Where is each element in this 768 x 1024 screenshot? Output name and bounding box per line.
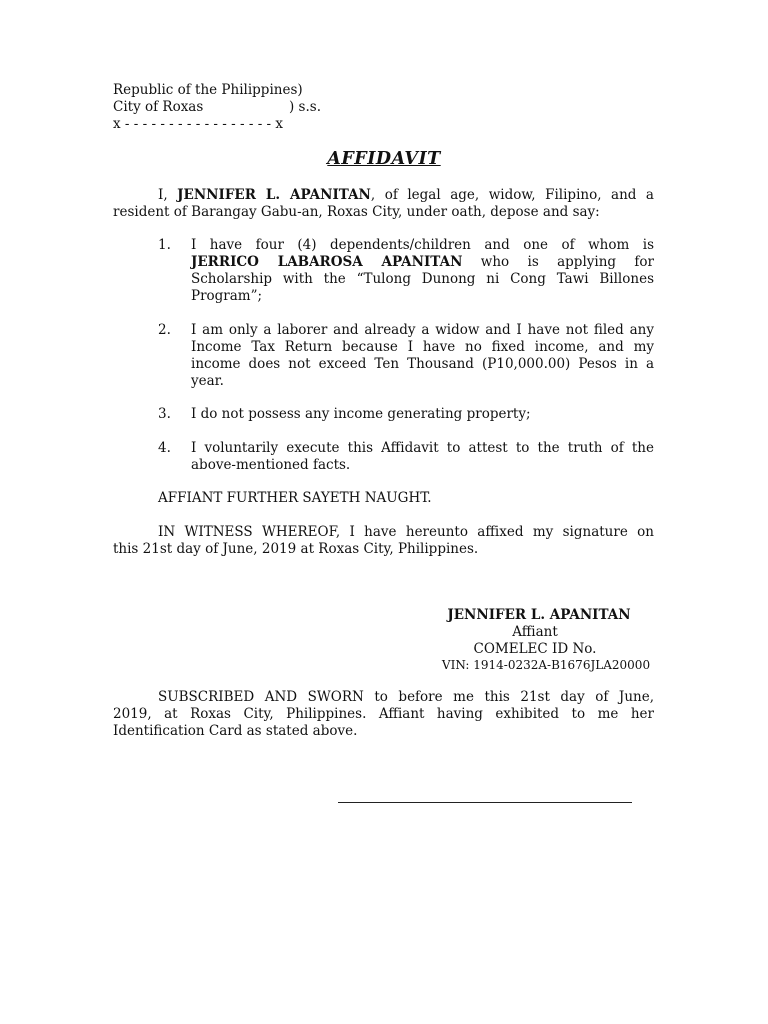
item-2-line-1: I am only a laborer and already a widow and I have not filed any	[191, 322, 654, 338]
item-1-line-3: Scholarship with the “Tulong Dunong ni Cong Tawi Billones	[191, 271, 654, 287]
item-number: 1.	[158, 237, 171, 253]
item-1-line-4: Program”;	[191, 288, 263, 304]
dependent-name: JERRICO LABAROSA APANITAN	[191, 254, 463, 270]
item-4-line-1: I voluntarily execute this Affidavit to attest to the truth of the	[191, 440, 654, 456]
item-1-line-2: JERRICO LABAROSA APANITAN who is applying for	[191, 254, 654, 270]
affiant-role: Affiant	[512, 624, 558, 640]
intro-line-1	[113, 187, 654, 204]
item-2-line-4: year.	[191, 373, 224, 389]
jurat-line-3: Identification Card as stated above.	[113, 723, 358, 739]
item-4-line-2: above-mentioned facts.	[191, 457, 351, 473]
affiant-name-intro: JENNIFER L. APANITAN	[177, 187, 371, 203]
item-3-line-1: I do not possess any income generating property;	[191, 406, 531, 422]
intro-line-1-rest: , of legal age, widow, Filipino, and a	[370, 187, 654, 203]
item-number: 2.	[158, 322, 171, 338]
venue-city: City of Roxas	[113, 99, 204, 115]
item-number: 4.	[158, 440, 171, 456]
venue-separator: x - - - - - - - - - - - - - - - - - x	[113, 116, 284, 132]
item-number: 3.	[158, 406, 171, 422]
affiant-name: JENNIFER L. APANITAN	[447, 607, 631, 623]
jurat-line-2: 2019, at Roxas City, Philippines. Affiant having exhibited to me her	[113, 706, 654, 722]
vin-number: VIN: 1914-0232A-B1676JLA20000	[441, 658, 651, 672]
jurat-line-1: SUBSCRIBED AND SWORN to before me this 21st day of June,	[158, 689, 654, 705]
witness-line-1: IN WITNESS WHEREOF, I have hereunto affixed my signature on	[158, 524, 654, 540]
notary-signature-line	[338, 802, 632, 803]
item-2-line-3: income does not exceed Ten Thousand (P10,000.00) Pesos in a	[191, 356, 654, 372]
venue-ss: ) s.s.	[289, 99, 321, 115]
document-title: AFFIDAVIT	[327, 149, 441, 169]
comelec-id-label: COMELEC ID No.	[473, 641, 597, 657]
witness-line-2: this 21st day of June, 2019 at Roxas City, Philippines.	[113, 541, 479, 557]
venue-country: Republic of the Philippines)	[113, 82, 303, 98]
intro-prefix: I,	[158, 187, 178, 203]
item-2-line-2: Income Tax Return because I have no fixed income, and my	[191, 339, 654, 355]
item-1-line-1: I have four (4) dependents/children and one of whom is	[191, 237, 654, 253]
intro-line-2: resident of Barangay Gabu-an, Roxas City, under oath, depose and say:	[113, 204, 600, 220]
further-statement: AFFIANT FURTHER SAYETH NAUGHT.	[158, 490, 432, 506]
